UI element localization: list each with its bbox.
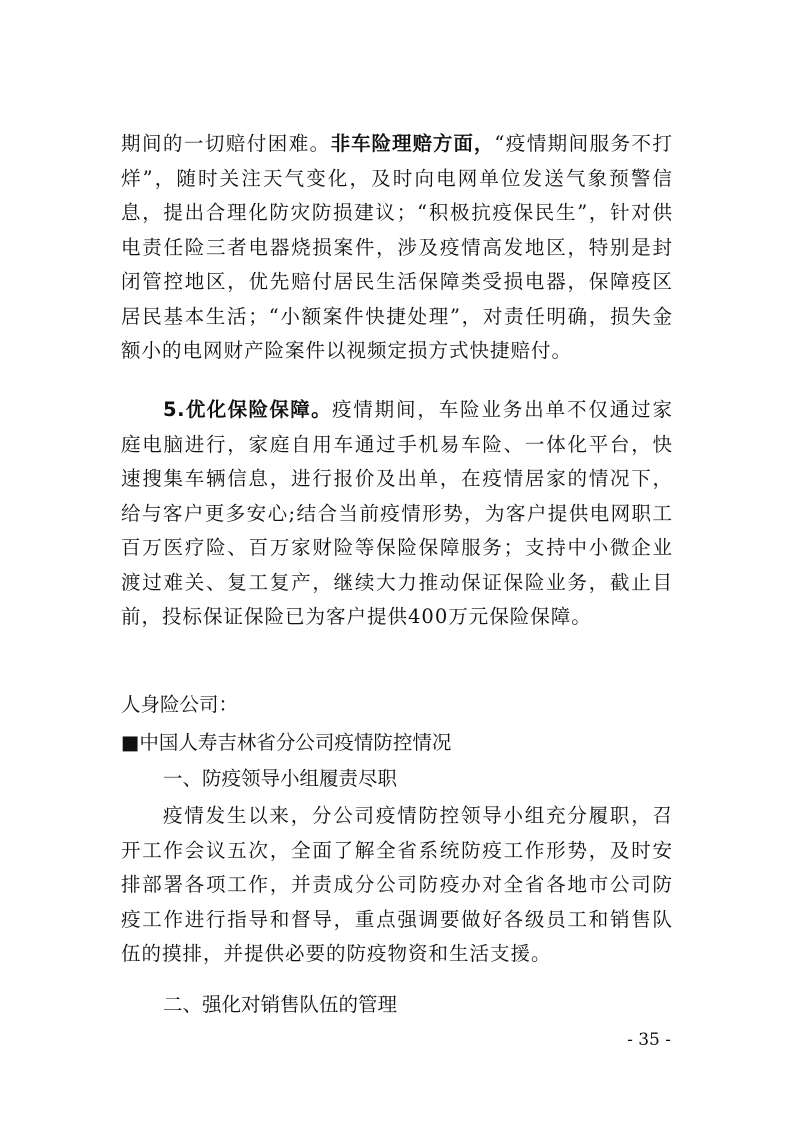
optimize-coverage-body: 疫情期间，车险业务出单不仅通过家庭电脑进行，家庭自用车通过手机易车险、一体化平台，快速搜集车辆信息，进行报价及出单，在疫情居家的情况下，给与客户更多安心;结合当前疫情形势，为客户提供电网职工百万医疗险、百万家财险等保险保障服务；支持中小微企业渡过难关、复工复产，继续大力推动保证保险业务，截止目前，投标保证保险已为客户提供400万元保险保障。 (121, 398, 673, 628)
paragraph-lead-text: 期间的一切赔付困难。 (121, 132, 331, 155)
page-number: - 35 - (627, 1030, 671, 1050)
paragraph-non-auto-claims (121, 127, 673, 369)
subsection-heading-1: 一、防疫领导小组履责尽职 (163, 767, 398, 790)
section-title: ■中国人寿吉林省分公司疫情防控情况 (121, 731, 452, 754)
subsection-heading-2: 二、强化对销售队伍的管理 (163, 993, 398, 1016)
paragraph-optimize-coverage (121, 393, 673, 635)
optimize-coverage-label: 5.优化保险保障。 (163, 398, 332, 421)
company-type-heading: 人身险公司： (121, 693, 239, 716)
subsection-1-body: 疫情发生以来，分公司疫情防控领导小组充分履职，召开工作会议五次，全面了解全省系统防疫工作形势，及时安排部署各项工作，并责成分公司防疫办对全省各地市公司防疫工作进行指导和督导，重点强调要做好各级员工和销售队伍的摸排，并提供必要的防疫物资和生活支援。 (121, 804, 673, 965)
non-auto-claims-label: 非车险理赔方面， (330, 132, 495, 155)
non-auto-claims-body: “疫情期间服务不打烊”，随时关注天气变化，及时向电网单位发送气象预警信息，提出合理化防灾防损建议；“积极抗疫保民生”，针对供电责任险三者电器烧损案件，涉及疫情高发地区，特别是封闭管控地区，优先赔付居民生活保障类受损电器，保障疫区居民基本生活；“小额案件快捷处理”，对责任明确，损失金额小的电网财产险案件以视频定损方式快捷赔付。 (121, 132, 673, 362)
